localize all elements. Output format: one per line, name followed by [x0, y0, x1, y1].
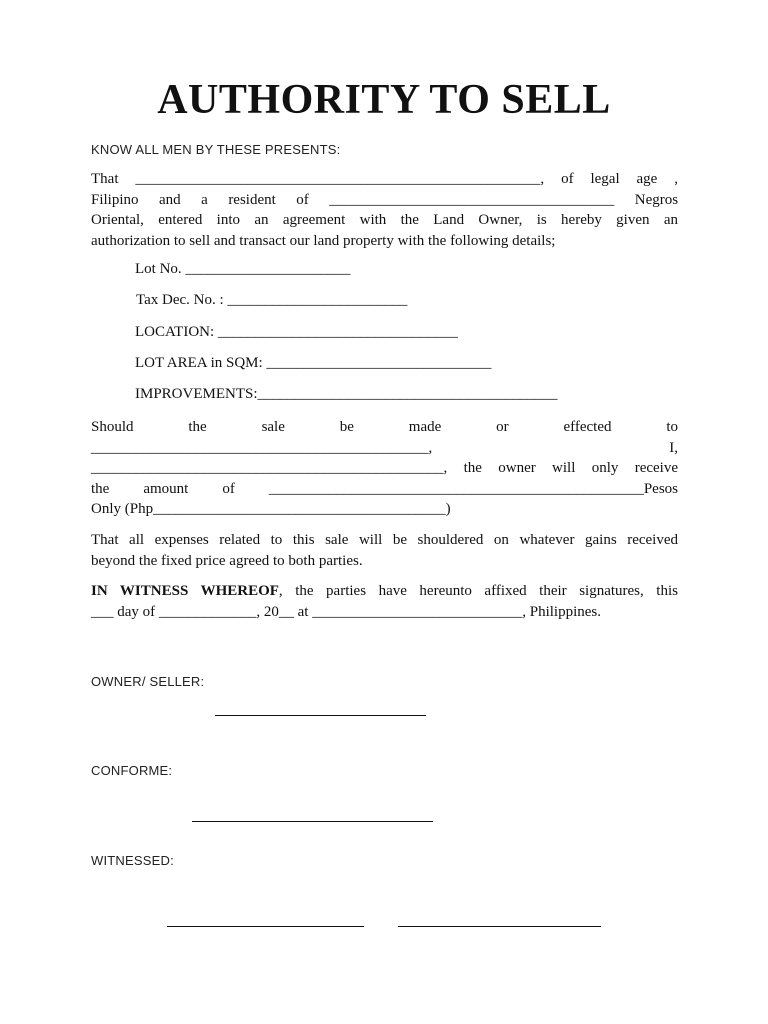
detail-lot-no: Lot No. ______________________ — [135, 261, 351, 277]
detail-tax-dec-no: Tax Dec. No. : ________________________ — [136, 292, 408, 308]
detail-location: LOCATION: ________________________________ — [135, 324, 458, 340]
sale-line-3: _______________________________________________, the owner will only receive — [91, 460, 678, 476]
intro-line-3: Oriental, entered into an agreement with the Land Owner, is hereby given an — [91, 212, 678, 228]
sale-line-4: the amount of __________________________________________________Pesos — [91, 480, 679, 497]
witness-line-2: ___ day of _____________, 20__ at ____________________________, Philippines. — [91, 603, 601, 620]
witness-clause — [91, 581, 678, 622]
sale-line-5: Only (Php_______________________________________) — [91, 501, 451, 517]
witness-signature-line-2 — [398, 926, 601, 927]
witness-line-1: IN WITNESS WHEREOF, the parties have hereunto affixed their signatures, this — [91, 583, 678, 599]
sale-paragraph — [91, 417, 678, 520]
expenses-line-1: That all expenses related to this sale will be shouldered on whatever gains received — [91, 532, 678, 548]
witness-signature-line-1 — [167, 926, 364, 927]
witnessed-label: WITNESSED: — [91, 853, 174, 868]
intro-line-2: Filipino and a resident of ______________________________________ Negros — [91, 191, 679, 208]
intro-line-4: authorization to sell and transact our land property with the following details; — [91, 232, 556, 249]
owner-seller-label: OWNER/ SELLER: — [91, 674, 205, 689]
expenses-line-2: beyond the fixed price agreed to both parties. — [91, 552, 363, 569]
sale-line-1: Should the sale be made or effected to — [91, 419, 679, 435]
intro-paragraph — [91, 169, 678, 251]
conforme-label: CONFORME: — [91, 763, 173, 778]
conforme-signature-line — [192, 821, 433, 822]
document-title: AUTHORITY TO SELL — [157, 77, 611, 123]
sale-line-2: _____________________________________________, I, — [91, 439, 678, 456]
expenses-paragraph — [91, 530, 678, 571]
opening-line: KNOW ALL MEN BY THESE PRESENTS: — [91, 142, 341, 157]
owner-signature-line — [215, 715, 426, 716]
intro-line-1: That ______________________________________________________, of legal age , — [91, 171, 678, 187]
detail-lot-area: LOT AREA in SQM: ______________________________ — [135, 355, 492, 371]
detail-improvements: IMPROVEMENTS:________________________________________ — [135, 386, 558, 402]
